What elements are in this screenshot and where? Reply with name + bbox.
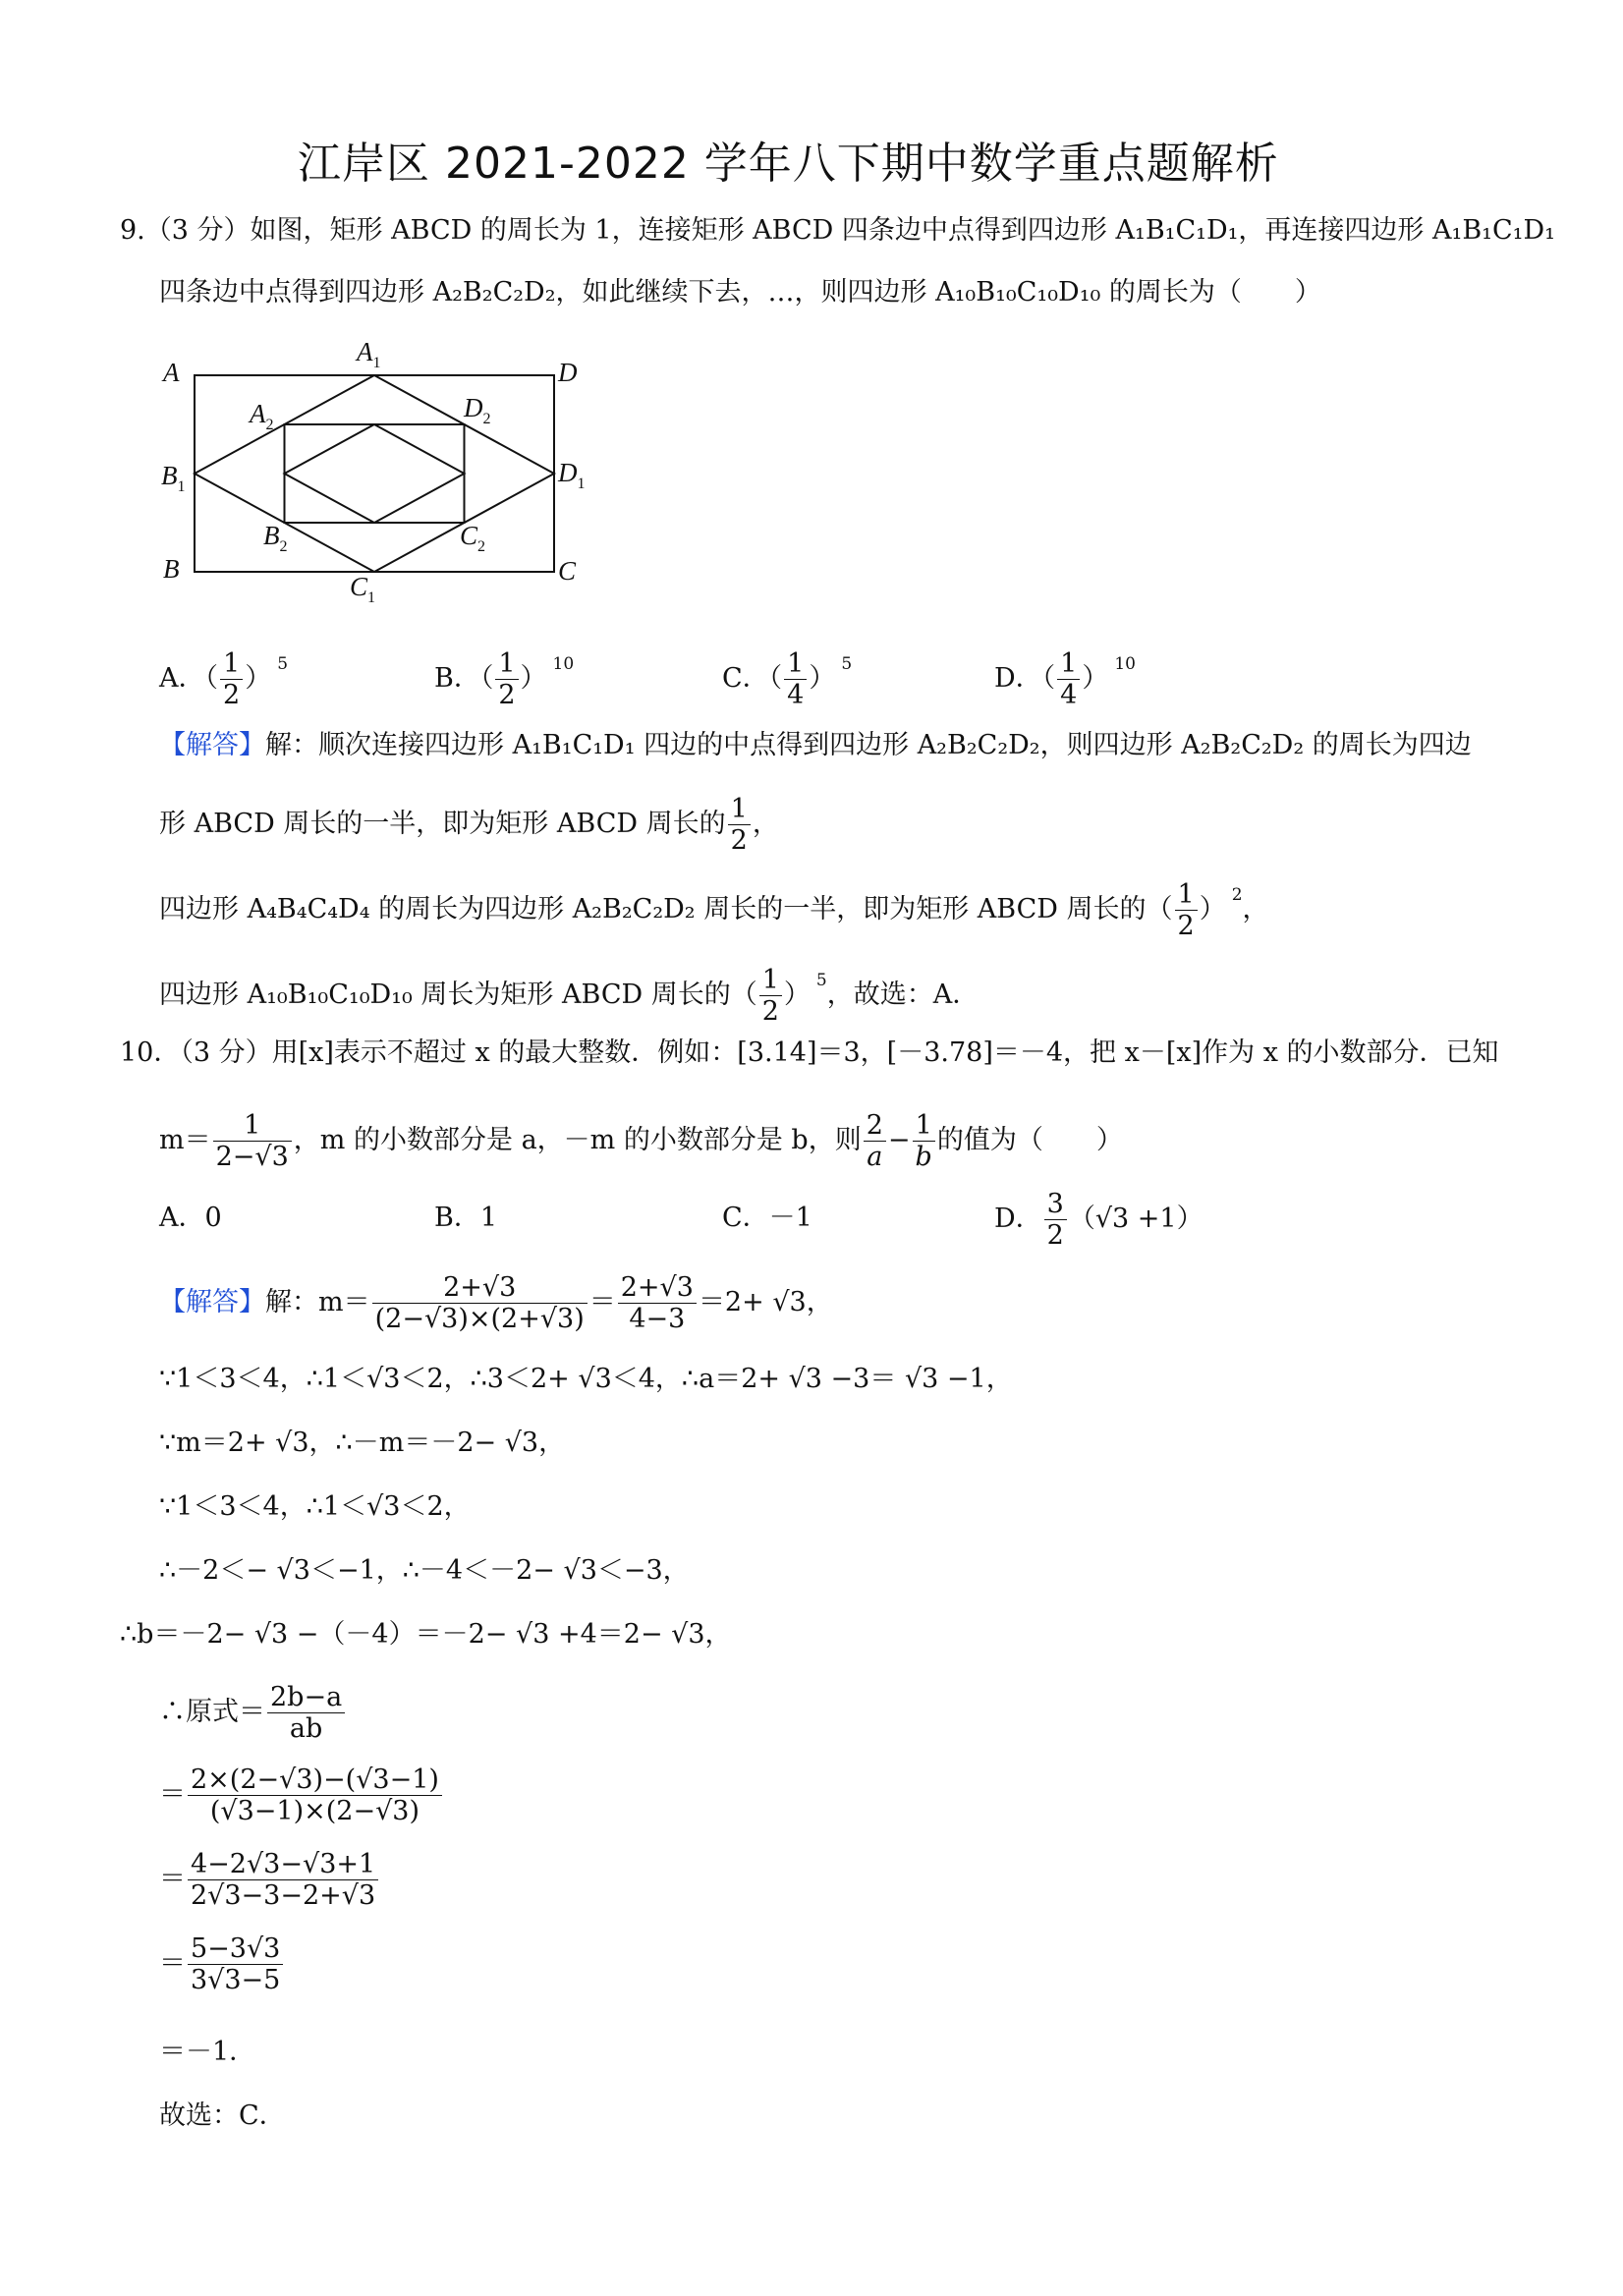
fraction: $\frac{2b-a}{ab}$	[267, 1682, 345, 1744]
fraction: $\frac{3}{2}$	[1044, 1189, 1067, 1251]
q9-prefix: 9.（3 分）如图，矩形	[120, 215, 392, 246]
q9-answer-line-4: 四边形 A₁₀B₁₀C₁₀D₁₀ 周长为矩形 ABCD 周长的（ $\frac{1}{2}$ ） $^5$，故选：A．	[159, 965, 979, 1028]
fraction: $\frac{1}{2}$	[759, 965, 782, 1027]
q9-option-b: B．（ $\frac{1}{2}$ ） $^{10}$	[434, 648, 575, 711]
q9-answer-line-3: 四边形 A₄B₄C₄D₄ 的周长为四边形 A₂B₂C₂D₂ 周长的一半，即为矩形 ABCD 周长的（ $\frac{1}{2}$ ） $^2$，	[159, 879, 1269, 942]
label-b2: $B_2$	[263, 521, 288, 555]
fraction: $\frac{1}{2-√3}$	[213, 1110, 292, 1172]
fraction: $\frac{1}{2}$	[495, 648, 518, 710]
page-title: 江岸区 2021-2022 学年八下期中数学重点题解析	[298, 139, 1279, 189]
rhombus-a3b3c3d3	[285, 424, 465, 523]
fraction: $\frac{1}{4}$	[1057, 648, 1080, 710]
rectangle-abcd	[195, 375, 554, 572]
answer-tag: 【解答】	[159, 1287, 265, 1318]
q9-answer-line-2: 形 ABCD 周长的一半，即为矩形 ABCD 周长的 $\frac{1}{2}$ ，	[159, 794, 779, 857]
q10-answer-step-10: ＝ $\frac{5-3√3}{3√3-5}$	[159, 1933, 285, 1995]
label-c2: $C_2$	[460, 521, 486, 555]
fraction: $\frac{2+√3}{(2-√3)\times(2+√3)}$	[372, 1272, 588, 1334]
label-a2: $A_2$	[250, 399, 274, 433]
fraction: $\frac{2+√3}{4-3}$	[618, 1272, 697, 1334]
fraction: $\frac{1}{2}$	[1175, 879, 1198, 941]
label-a: A	[163, 358, 180, 387]
fraction: $\frac{1}{2}$	[220, 648, 243, 710]
q10-answer-step-6: ∴b＝－2− √3 −（－4）＝－2− √3 +4＝2− √3，	[120, 1619, 732, 1650]
q10-option-a: A．0	[159, 1203, 222, 1233]
q9-text-1: ABCD 的周长为 1，连接矩形 ABCD 四条边中点得到四边形 A₁B₁C₁D₁，再连接四边形 A₁B₁C₁D₁	[391, 215, 1555, 246]
q9-answer-line-1: 【解答】解：顺次连接四边形 A₁B₁C₁D₁ 四边的中点得到四边形 A₂B₂C₂D₂，则四边形 A₂B₂C₂D₂ 的周长为四边	[159, 730, 1472, 760]
q10-option-c: C．－1	[722, 1203, 812, 1233]
label-d2: $D_2$	[464, 393, 491, 427]
label-c: C	[558, 556, 577, 586]
label-d1: $D_1$	[558, 458, 586, 492]
fraction: $\frac{1}{b}$	[913, 1110, 935, 1172]
q9-line-2: 四条边中点得到四边形 A₂B₂C₂D₂，如此继续下去，…，则四边形 A₁₀B₁₀C₁₀D₁₀ 的周长为（ ）	[159, 277, 1321, 308]
q10-answer-step-8: ＝ $\frac{2\times(2-√3)-(√3-1)}{(√3-1)\times(2-√3)}$	[159, 1764, 444, 1826]
q10-answer-step-5: ∴－2＜− √3＜−1，∴－4＜－2− √3＜−3，	[159, 1555, 690, 1586]
q10-answer-step-2: ∵1＜3＜4，∴1＜√3＜2，∴3＜2+ √3＜4，∴a＝2+ √3 −3＝ √3 −1，	[159, 1364, 1013, 1394]
q10-line-1: 10．（3 分）用[x]表示不超过 x 的最大整数．例如：[3.14]＝3，[－3.78]＝－4，把 x－[x]作为 x 的小数部分．已知	[120, 1037, 1499, 1068]
fraction: $\frac{1}{2}$	[728, 794, 751, 856]
rectangle-a2b2c2d2	[285, 424, 465, 523]
label-b1: $B_1$	[161, 461, 186, 495]
q9-option-d: D．（ $\frac{1}{4}$ ） $^{10}$	[994, 648, 1136, 711]
fraction: $\frac{2}{a}$	[864, 1110, 886, 1172]
label-a1: $A_1$	[357, 337, 381, 371]
label-c1: $C_1$	[350, 572, 376, 606]
fraction: $\frac{1}{4}$	[784, 648, 807, 710]
q10-option-d: D． $\frac{3}{2}$ （√3 +1）	[994, 1189, 1203, 1252]
q9-line-1	[120, 217, 1555, 244]
fraction: $\frac{5-3√3}{3√3-5}$	[188, 1933, 283, 1995]
q10-line-2: m＝ $\frac{1}{2-√3}$ ，m 的小数部分是 a，－m 的小数部分是 b，则 $\frac{2}{a}$ − $\frac{1}{b}$ 的值为（ ）	[159, 1110, 1123, 1173]
q10-answer-step-3: ∵m＝2+ √3，∴－m＝－2− √3，	[159, 1428, 566, 1458]
q10-answer-step-7: ∴原式＝ $\frac{2b-a}{ab}$	[159, 1682, 347, 1744]
nested-quadrilateral-figure	[147, 334, 609, 619]
q10-answer-step-1: 【解答】解：m＝ $\frac{2+√3}{(2-√3)\times(2+√3)}$ ＝ $\frac{2+√3}{4-3}$ ＝2+ √3，	[159, 1272, 833, 1335]
q10-answer-step-4: ∵1＜3＜4，∴1＜√3＜2，	[159, 1491, 471, 1522]
label-d: D	[558, 358, 578, 387]
q10-option-b: B．1	[434, 1203, 498, 1233]
label-b: B	[163, 554, 180, 584]
fraction: $\frac{2\times(2-√3)-(√3-1)}{(√3-1)\times(2-√3)}$	[188, 1764, 442, 1826]
q10-answer-step-9: ＝ $\frac{4-2√3-√3+1}{2√3-3-2+√3}$	[159, 1849, 380, 1911]
q10-answer-step-11: ＝－1．	[159, 2037, 256, 2067]
q9-option-a: A．（ $\frac{1}{2}$ ） $^5$	[159, 648, 289, 711]
rhombus-a1b1c1d1	[195, 375, 554, 572]
fraction: $\frac{4-2√3-√3+1}{2√3-3-2+√3}$	[188, 1849, 378, 1911]
q9-option-c: C．（ $\frac{1}{4}$ ） $^5$	[722, 648, 853, 711]
q10-answer-conclusion: 故选：C．	[159, 2100, 286, 2131]
answer-tag: 【解答】	[159, 730, 265, 760]
